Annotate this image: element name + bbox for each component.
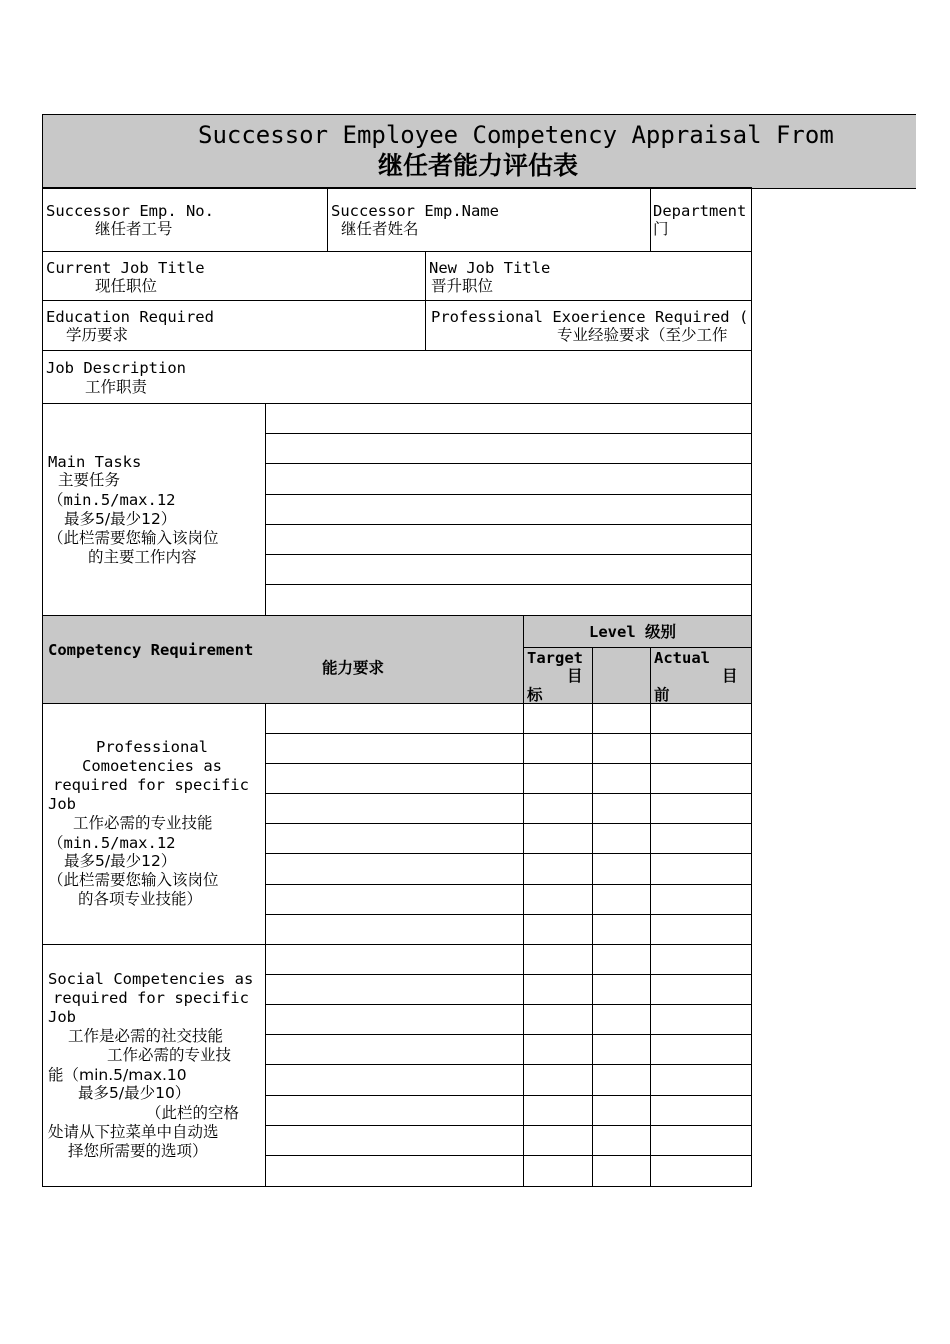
professional-label-4: Job: [48, 795, 76, 813]
main-tasks-label-cn: 主要任务: [58, 471, 121, 489]
row-line: [42, 251, 752, 252]
competency-requirement-en: Competency Requirement: [48, 641, 254, 659]
row-line: [42, 403, 752, 404]
row-line: [42, 703, 752, 704]
emp-name-label-en: Successor Emp.Name: [331, 202, 499, 220]
main-tasks-range-cn: 最多5/最少12）: [64, 510, 177, 528]
task-row-line: [265, 463, 752, 464]
target-header-en: Target: [527, 649, 583, 667]
education-label-cn: 学历要求: [66, 326, 129, 344]
professional-label-cn: 工作必需的专业技能: [73, 814, 213, 832]
bottom-border: [42, 1186, 752, 1187]
current-title-label-cn: 现任职位: [95, 277, 158, 295]
actual-header-cn-2: 前: [654, 686, 670, 704]
social-label-2: required for specific: [53, 989, 249, 1007]
main-tasks-instruction: （此栏需要您输入该岗位: [48, 529, 219, 547]
professional-label-3: required for specific: [53, 776, 249, 794]
comp-row-line: [265, 1004, 752, 1005]
col-line: [425, 251, 426, 350]
comp-row-line: [265, 763, 752, 764]
social-label-cn-2: 工作必需的专业技: [107, 1046, 232, 1064]
job-description-label-cn: 工作职责: [85, 378, 148, 396]
task-row-line: [265, 524, 752, 525]
actual-header-cn-1: 目: [722, 667, 738, 685]
main-tasks-instruction-2: 的主要工作内容: [88, 548, 197, 566]
col-line: [592, 647, 593, 1187]
level-header: Level 级别: [589, 623, 676, 641]
col-line: [265, 703, 266, 1187]
department-label-en: Department: [653, 202, 747, 220]
education-label-en: Education Required: [46, 308, 214, 326]
professional-instruction-2: 的各项专业技能）: [78, 890, 203, 908]
comp-row-line: [265, 1095, 752, 1096]
comp-row-line: [265, 853, 752, 854]
comp-row-line: [265, 914, 752, 915]
job-description-label-en: Job Description: [46, 359, 186, 377]
current-title-label-en: Current Job Title: [46, 259, 205, 277]
social-instruction: （此栏的空格: [146, 1104, 240, 1122]
row-line: [42, 187, 752, 188]
task-row-line: [265, 433, 752, 434]
comp-row-line: [265, 1064, 752, 1065]
professional-label-2: Comoetencies as: [82, 757, 222, 775]
new-title-label-en: New Job Title: [429, 259, 551, 277]
emp-name-label-cn: 继任者姓名: [341, 220, 419, 238]
task-row-line: [265, 554, 752, 555]
social-instruction-2: 处请从下拉菜单中自动选: [48, 1123, 219, 1141]
emp-no-label-cn: 继任者工号: [95, 220, 173, 238]
emp-no-label-en: Successor Emp. No.: [46, 202, 214, 220]
form-title-cn: 继任者能力评估表: [378, 151, 579, 180]
row-line: [42, 350, 752, 351]
comp-row-line: [265, 884, 752, 885]
right-border: [751, 187, 752, 1187]
professional-label-1: Professional: [96, 738, 208, 756]
comp-row-line: [265, 974, 752, 975]
experience-label-en: Professional Exoerience Required (: [431, 308, 749, 326]
comp-row-line: [265, 823, 752, 824]
row-line: [42, 944, 752, 945]
task-row-line: [265, 584, 752, 585]
left-border: [42, 187, 43, 1187]
competency-requirement-cn: 能力要求: [322, 659, 385, 677]
target-header-cn-2: 标: [527, 686, 543, 704]
col-line: [650, 647, 651, 1187]
task-row-line: [265, 494, 752, 495]
new-title-label-cn: 晋升职位: [431, 277, 494, 295]
social-label-1: Social Competencies as: [48, 970, 254, 988]
row-line: [42, 300, 752, 301]
col-line: [650, 187, 651, 251]
professional-range-cn: 最多5/最少12）: [64, 852, 177, 870]
professional-range-en: （min.5/max.12: [48, 834, 176, 852]
comp-row-line: [265, 793, 752, 794]
experience-label-cn: 专业经验要求（至少工作: [557, 326, 728, 344]
professional-instruction: （此栏需要您输入该岗位: [48, 871, 219, 889]
form-title-en: Successor Employee Competency Appraisal From: [198, 121, 834, 149]
comp-row-line: [265, 1125, 752, 1126]
comp-row-line: [265, 1155, 752, 1156]
target-header-cn-1: 目: [567, 667, 583, 685]
social-label-cn: 工作是必需的社交技能: [68, 1027, 224, 1045]
level-row-line: [523, 647, 752, 648]
col-line: [327, 187, 328, 251]
social-label-3: Job: [48, 1008, 76, 1026]
actual-header-en: Actual: [654, 649, 710, 667]
social-instruction-3: 择您所需要的选项）: [68, 1142, 208, 1160]
comp-row-line: [265, 733, 752, 734]
main-tasks-label-en: Main Tasks: [48, 453, 142, 471]
main-tasks-range-en: （min.5/max.12: [48, 491, 176, 509]
comp-row-line: [265, 1034, 752, 1035]
row-line: [42, 615, 752, 616]
social-range-cn: 最多5/最少10）: [78, 1084, 191, 1102]
social-range-en: 能（min.5/max.10: [48, 1066, 187, 1084]
col-line: [523, 615, 524, 1187]
department-label-cn: 门: [653, 220, 669, 238]
